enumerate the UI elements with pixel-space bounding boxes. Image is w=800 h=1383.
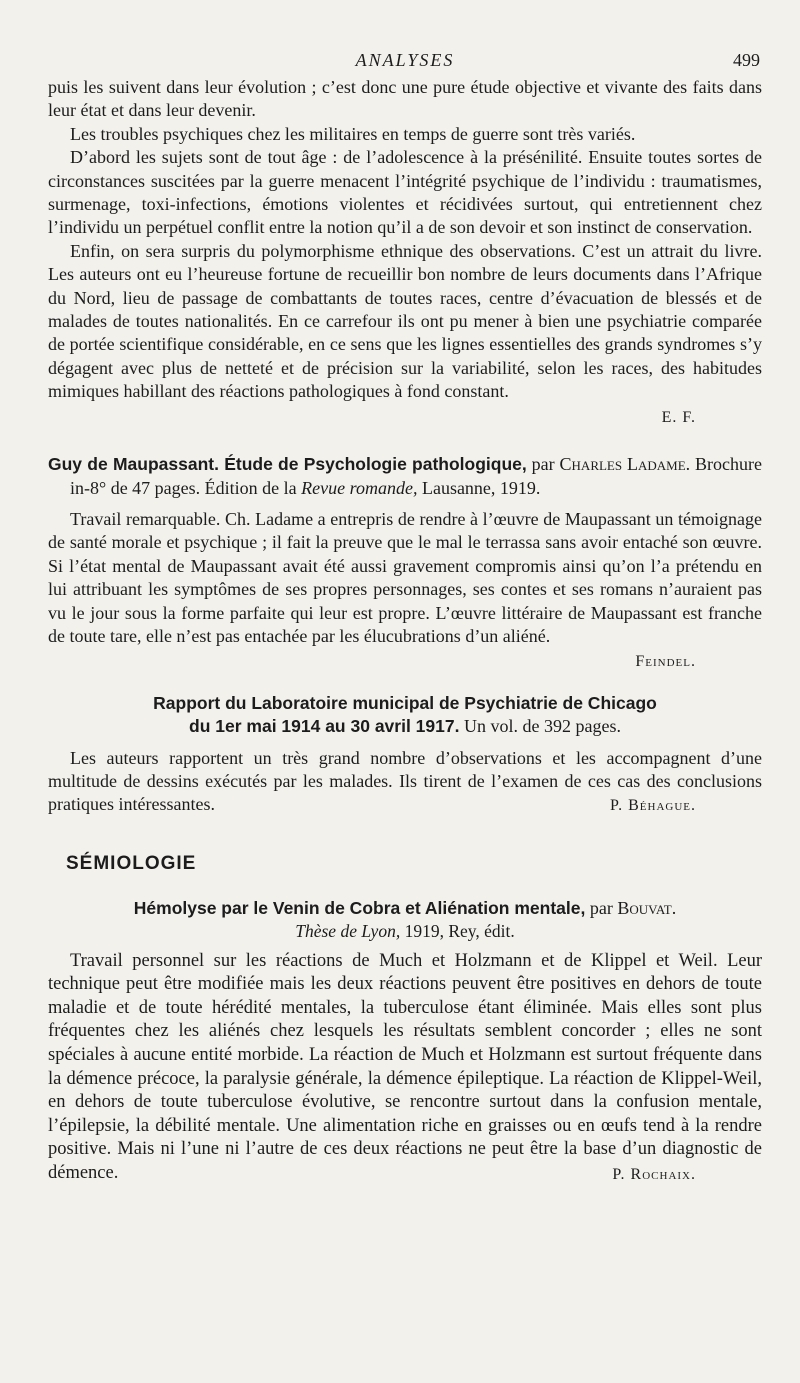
journal-page [48, 46, 762, 1186]
semiologie-body: Travail personnel sur les réactions de Much et Holzmann et de Klippel et Weil. Leur technique peut être modifiée mais les deux réactions peuvent être positives en dehors de toute maladie et de toute hérédité mentales, la tuberculose étant éliminée. Mais elles sont plus fréquentes chez les aliénés chez lesquels les résultats semblent concorder ; elles ne sont spéciales à aucune entité morbide. La réaction de Much et Holzmann est surtout fréquente dans la démence précoce, la paralysie générale, la démence épileptique. La réaction de Klippel-Weil, en dehors de toute tuberculose évolutive, se rencontre surtout dans la confusion mentale, l’épilepsie, la débilité mentale. Une alimentation riche en graisses ou en œufs tend à la rendre positive. Mais ni l’une ni l’autre de ces deux réactions ne peut être la base d’un diagnostic de démence. [48, 950, 762, 1183]
maupassant-by: par [531, 454, 555, 475]
chicago-entry-title [48, 692, 762, 739]
page-header [48, 46, 762, 76]
section-heading-semiologie: SÉMIOLOGIE [66, 853, 197, 875]
maupassant-author: Charles Ladame [559, 454, 686, 475]
intro-paragraph-4: Enfin, on sera surpris du polymorphisme ethnique des observations. C’est un attrait du livre. Les auteurs ont eu l’heureuse fortune de recueillir bon nombre de leurs documents dans l’Afrique du Nord, lieu de passage de combattants de toutes races, centre d’évacuation de blessés et de malades de toutes nationalités. En ce carrefour ils ont pu mener à bien une psychiatrie comparée de portée scientifique considérable, en ce sens que les lignes essentielles des grands syndromes s’y dégagent avec plus de netteté et de précision sur la variabilité, selon les races, des habitudes mimiques habillant des réactions pathologiques à fond constant. [48, 240, 762, 402]
maupassant-title: Guy de Maupassant. Étude de Psychologie pathologique, [48, 454, 527, 475]
page-number: 499 [733, 50, 760, 70]
maupassant-details-post: Lausanne, 1919. [421, 477, 541, 498]
semiologie-title: Hémolyse par le Venin de Cobra et Aliénation mentale, [133, 898, 586, 919]
intro-paragraph-1: puis les suivent dans leur évolution ; c’est donc une pure étude objective et vivante des faits dans leur état et dans leur devenir. [48, 77, 762, 121]
semiologie-thesis: Thèse de Lyon, [295, 920, 401, 941]
semiologie-entry-title [48, 897, 762, 920]
maupassant-body: Travail remarquable. Ch. Ladame a entrepris de rendre à l’œuvre de Maupassant un témoignage de santé morale et psychique ; il fait la preuve que le mal le terrassa sans avoir entaché son œuvre. Si l’état mental de Maupassant avait été aussi gravement compromis ainsi qu’on l’a prétendu en lui attribuant les symptômes de ses propres personnages, ses contes et ses romans n’auraient pas vu le jour sous la forme parfaite qui leur est propre. L’œuvre littéraire de Maupassant est franche de toute tare, elle n’est pas entachée par les élucubrations d’un aliéné. [48, 508, 762, 646]
chicago-title-line-2: du 1er mai 1914 au 30 avril 1917. [189, 716, 460, 737]
semiologie-subtitle [48, 921, 762, 942]
maupassant-signature: Feindel. [635, 653, 696, 671]
chicago-details: Un vol. de 392 pages. [463, 716, 621, 737]
intro-paragraph-3: D’abord les sujets sont de tout âge : de l’adolescence à la présénilité. Ensuite toutes sortes de circonstances suscitées par la guerre menacent l’intégrité psychique de l’individu : traumatismes, surmenage, toxi-infections, émotions violentes et récidivées surtout, qui entretiennent chez l’individu un perpétuel conflit entre la notion qu’il a de son devoir et son instinct de conservation. [48, 147, 762, 238]
maupassant-details: . Brochure in-8° de 47 pages. Édition de la [70, 454, 762, 498]
semiologie-thesis-post: 1919, Rey, édit. [404, 920, 515, 941]
chicago-body: Les auteurs rapportent un très grand nombre d’observations et les accompagnent d’une multitude de dessins exécutés par les malades. Ils tirent de l’examen de ces cas des conclusions pratiques intéressantes. [48, 747, 762, 815]
running-title: ANALYSES [355, 50, 455, 70]
intro-paragraph-2: Les troubles psychiques chez les militaires en temps de guerre sont très variés. [70, 123, 636, 144]
chicago-signature: P. Béhague. [609, 796, 696, 814]
maupassant-journal: Revue romande, [301, 477, 418, 498]
maupassant-entry-title [48, 453, 762, 500]
semiologie-by: par [589, 898, 613, 919]
intro-signature: E. F. [661, 408, 696, 426]
chicago-title-line-1: Rapport du Laboratoire municipal de Psychiatrie de Chicago [153, 692, 657, 713]
semiologie-signature: P. Rochaix. [612, 1165, 696, 1183]
semiologie-author: Bouvat. [617, 898, 677, 919]
